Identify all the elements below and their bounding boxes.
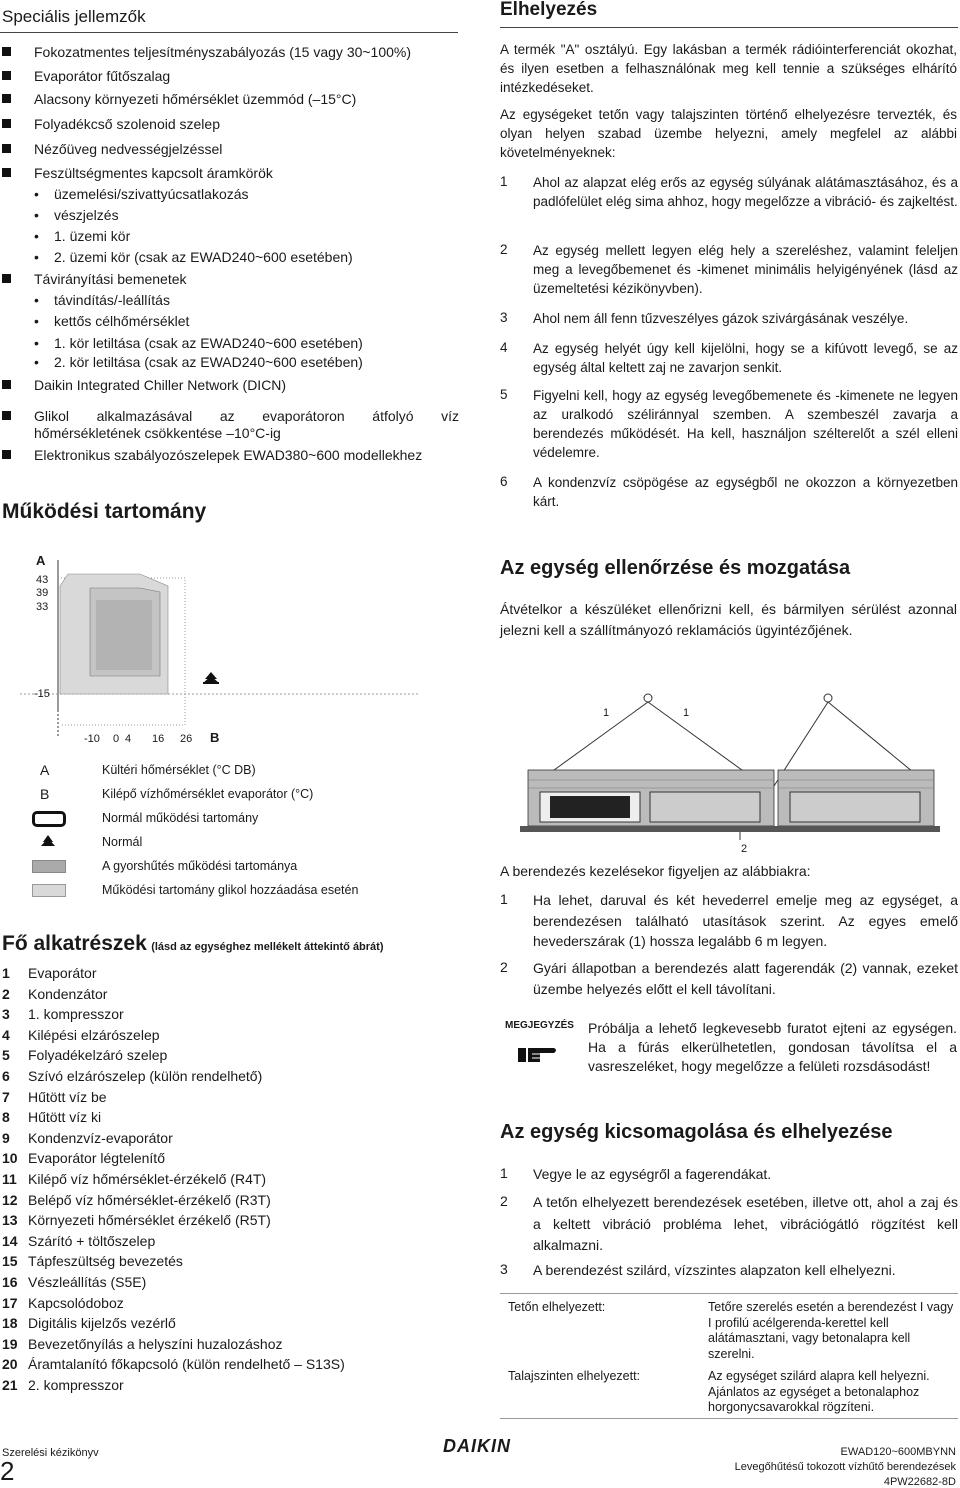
part-name: Szívó elzárószelep (külön rendelhető) (28, 1068, 263, 1084)
square-bullet-icon (2, 144, 11, 153)
elektronikus-text: Elektronikus szabályozószelepek EWAD380~600 modellekhez (34, 447, 423, 463)
legend-text: Kültéri hőmérséklet (°C DB) (102, 763, 256, 777)
inspect-text: Átvételkor a készüléket ellenőrizni kell, és bármilyen sérülést azonnal jelezni kell a szállítmányozó reklamációs ügyintézőjének. (500, 601, 957, 638)
footer-model: EWAD120~600MBYNN (840, 1446, 956, 1458)
table-key: Tetőn elhelyezett: (508, 1300, 606, 1314)
part-number: 8 (2, 1109, 10, 1126)
feature-subtext: üzemelési/szivattyúcsatlakozás (54, 186, 249, 202)
part-name: Kondenzvíz-evaporátor (28, 1129, 173, 1146)
x-tick: 16 (152, 733, 165, 745)
square-bullet-icon (2, 94, 11, 103)
legend-lightgrey-box (32, 884, 66, 897)
item-text: A kondenzvíz csöpögése az egységből ne okozzon a környezetben kárt. (533, 475, 958, 509)
part-item (2, 1274, 146, 1290)
part-number: 5 (2, 1047, 10, 1064)
range-title: Működési tartomány (2, 500, 207, 523)
square-bullet-icon (2, 47, 11, 56)
part-item (2, 1027, 160, 1043)
item-text: Figyelni kell, hogy az egység levegőbemenete és -kimenete ne legyen az uralkodó széliránnyal szemben. A szembeszél zavarja a berendezés működését. Ha kell, használjon szélterelőt a szél elleni védelemre. (533, 388, 958, 460)
part-name: Evaporátor (28, 965, 97, 981)
axis-a-label: A (36, 553, 46, 568)
part-item (2, 1336, 282, 1352)
pointing-hand-icon (516, 1040, 560, 1066)
figure-label: 1 (603, 707, 610, 719)
y-tick: -15 (34, 688, 50, 700)
bullet-icon: • (34, 354, 39, 370)
part-name: 1. kompresszor (28, 1006, 124, 1023)
feature-text: Nézőüveg nedvességjelzéssel (34, 141, 223, 157)
part-item (2, 1377, 124, 1393)
footer-manual-label: Szerelési kézikönyv (2, 1447, 99, 1459)
table-value: Tetőre szerelés esetén a berendezést I vagy I profilú acélgerenda-kerettel kell alátámasztani, vagy betonalapra kell szerelni. (708, 1300, 954, 1361)
feature-subtext: 2. kör letiltása (csak az EWAD240~600 esetében) (54, 354, 363, 370)
part-item (2, 1212, 271, 1228)
part-name: Környezeti hőmérséklet érzékelő (R5T) (28, 1212, 271, 1229)
feature-text: Távirányítási bemenetek (34, 271, 187, 287)
part-number: 20 (2, 1356, 18, 1373)
part-name: Belépő víz hőmérséklet-érzékelő (R3T) (28, 1191, 271, 1208)
part-item (2, 1253, 183, 1269)
x-tick: 26 (180, 733, 193, 745)
item-number: 2 (500, 1193, 508, 1209)
handle-intro: A berendezés kezelésekor figyeljen az alábbiakra: (500, 863, 811, 879)
feature-subtext: vészjelzés (54, 207, 119, 223)
part-item (2, 1295, 124, 1311)
part-name: Kilépési elzárószelep (28, 1026, 160, 1043)
part-item (2, 1150, 165, 1166)
part-name: Kilépő víz hőmérséklet-érzékelő (R4T) (28, 1171, 267, 1187)
footer-code: 4PW22682-8D (883, 1476, 956, 1488)
part-number: 3 (2, 1006, 10, 1023)
axis-b-label: B (210, 730, 220, 745)
part-name: Szárító + töltőszelep (28, 1232, 156, 1249)
legend-text: Normál (102, 835, 143, 849)
item-text: Vegye le az egységről a fagerendákat. (533, 1166, 772, 1182)
item-number: 2 (500, 959, 508, 975)
part-number: 12 (2, 1191, 18, 1208)
part-name: Áramtalanító főkapcsoló (külön rendelhető – S13S) (28, 1356, 345, 1373)
square-bullet-icon (2, 119, 11, 128)
feature-text: Evaporátor fűtőszalag (34, 68, 171, 84)
part-number: 2 (2, 985, 10, 1002)
part-number: 10 (2, 1150, 18, 1167)
part-name: Tápfeszültség bevezetés (28, 1253, 183, 1270)
item-number: 5 (500, 387, 508, 402)
part-name: Evaporátor légtelenítő (28, 1150, 165, 1167)
note-label: MEGJEGYZÉS (505, 1020, 574, 1031)
bullet-icon: • (34, 228, 39, 244)
item-number: 4 (500, 340, 508, 355)
part-number: 7 (2, 1088, 10, 1105)
part-name: Vészleállítás (S5E) (28, 1274, 147, 1290)
part-item (2, 1109, 101, 1125)
bullet-icon: • (34, 249, 39, 265)
part-name: Folyadékelzáró szelep (28, 1047, 168, 1064)
parts-subtitle: (lásd az egységhez mellékelt áttekintő ábrát) (151, 941, 384, 953)
part-item (2, 1356, 345, 1372)
pack-title: Az egység kicsomagolása és elhelyezése (500, 1121, 893, 1143)
bullet-icon: • (34, 207, 39, 223)
item-text: Az egység helyét úgy kell kijelölni, hogy se a kifúvott levegő, se az egység által keltett zaj ne zavarjon senkit. (533, 341, 958, 375)
item-text: Ahol nem áll fenn tűzveszélyes gázok szivárgásának veszélye. (533, 311, 909, 326)
item-text: A berendezést szilárd, vízszintes alapzaton kell elhelyezni. (533, 1262, 896, 1278)
bullet-icon: • (34, 313, 39, 329)
part-name: Hűtött víz ki (28, 1109, 102, 1126)
part-number: 17 (2, 1294, 18, 1311)
part-number: 9 (2, 1129, 10, 1146)
intro-paragraph-2: Az egységeket tetőn vagy talajszinten történő elhelyezésre tervezték, és olyan helyen szabad üzembe helyezni, amely megfelel az alábbi követelményeknek: (500, 107, 957, 160)
part-number: 15 (2, 1253, 18, 1270)
item-number: 6 (500, 474, 508, 489)
square-bullet-icon (2, 274, 11, 283)
part-item (2, 1192, 271, 1208)
x-tick: -10 (84, 733, 100, 745)
item-text: Ha lehet, daruval és két hevederrel emelje meg az egységet, a berendezésen található utasítások szerint. Az egyes emelő hevederszárak (1) hossza legalább 6 m legyen. (533, 892, 958, 949)
glikol-line-2: hőmérsékletének csökkentése –10°C-ig (34, 425, 281, 441)
part-item (2, 1068, 262, 1084)
section-rule (0, 32, 458, 33)
y-tick: 33 (36, 601, 49, 613)
part-item (2, 986, 107, 1002)
part-number: 16 (2, 1274, 18, 1290)
feature-subtext: távindítás/-leállítás (54, 292, 170, 308)
item-text: Gyári állapotban a berendezés alatt fagerendák (2) vannak, ezeket üzembe helyezés előtt el kell távolítani. (533, 960, 958, 997)
feature-subtext: kettős célhőmérséklet (54, 313, 190, 329)
item-number: 1 (500, 174, 508, 189)
figure-label: 2 (741, 843, 748, 855)
part-name: Hűtött víz be (28, 1088, 107, 1105)
part-number: 11 (2, 1171, 17, 1187)
figure-label: 1 (683, 707, 690, 719)
legend-text: A gyorshűtés működési tartománya (102, 859, 298, 873)
legend-key-b: B (40, 786, 50, 802)
features-title: Speciális jellemzők (2, 7, 146, 26)
parts-title: Fő alkatrészek (2, 932, 147, 955)
square-bullet-icon (2, 71, 11, 80)
daikin-logo: DAIKIN (443, 1436, 511, 1456)
part-item (2, 1130, 173, 1146)
item-text: A tetőn elhelyezett berendezések esetében, illetve ott, ahol a zaj és a keltett vibráció probléma lehet, vibrációgátló rögzítést kell alkalmazni. (533, 1194, 958, 1253)
x-tick: 4 (125, 733, 132, 745)
part-number: 21 (2, 1377, 18, 1393)
x-tick: 0 (113, 733, 120, 745)
feature-text: Folyadékcső szolenoid szelep (34, 116, 220, 132)
legend-text: Normál működési tartomány (102, 811, 259, 825)
section-rule (500, 27, 958, 28)
bullet-icon: • (34, 292, 39, 308)
inspect-title: Az egység ellenőrzése és mozgatása (500, 557, 851, 579)
part-item (2, 1089, 107, 1105)
item-number: 1 (500, 1165, 508, 1181)
bullet-icon: • (34, 335, 39, 351)
part-name: Kapcsolódoboz (28, 1294, 124, 1311)
operating-range-chart (0, 548, 460, 748)
placement-title: Elhelyezés (500, 0, 598, 20)
part-number: 4 (2, 1026, 10, 1043)
legend-key-a: A (40, 762, 50, 778)
legend-text: Kilépő vízhőmérséklet evaporátor (°C) (102, 787, 314, 801)
square-bullet-icon (2, 168, 11, 177)
intro-paragraph-1: A termék "A" osztályú. Egy lakásban a termék rádióinterferenciát okozhat, és ilyen esetben a felhasználónak meg kell tennie a szükséges elhárító intézkedéseket. (500, 42, 957, 95)
square-bullet-icon (2, 380, 11, 389)
part-item (2, 1006, 124, 1022)
part-number: 18 (2, 1315, 18, 1332)
part-name: Bevezetőnyílás a helyszíni huzalozáshoz (28, 1335, 283, 1352)
feature-subtext: 1. üzemi kör (54, 228, 131, 244)
part-name: Digitális kijelzős vezérlő (28, 1315, 176, 1332)
lifting-illustration (510, 692, 950, 852)
y-tick: 43 (36, 574, 49, 586)
part-name: Kondenzátor (28, 985, 108, 1002)
feature-text: Alacsony környezeti hőmérséklet üzemmód (–15°C) (34, 91, 357, 107)
part-name: 2. kompresszor (28, 1377, 124, 1393)
note-text: Próbálja a lehető legkevesebb furatot ejteni az egységen. Ha a fúrás elkerülhetetlen, gondosan távolítsa el a vasreszeléket, hogy megelőzze a felületi rozsdásodást! (588, 1020, 957, 1074)
footer-desc: Levegőhűtésű tokozott vízhűtő berendezések (734, 1461, 956, 1473)
legend-text: Működési tartomány glikol hozzáadása esetén (102, 883, 359, 897)
part-item (2, 1233, 155, 1249)
square-bullet-icon (2, 411, 11, 420)
y-tick: 39 (36, 587, 49, 599)
item-text: Az egység mellett legyen elég hely a szereléshez, valamint feleljen meg a levegőbemenet és -kimenet minimális helyigényének (lásd az üzemeltetési kézikönyvben). (533, 243, 958, 296)
glikol-line-1: Glikol alkalmazásával az evaporátoron átfolyó víz (34, 408, 459, 424)
feature-subtext: 2. üzemi kör (csak az EWAD240~600 esetében) (54, 249, 353, 265)
feature-text: Daikin Integrated Chiller Network (DICN) (34, 377, 287, 393)
feature-subtext: 1. kör letiltása (csak az EWAD240~600 esetében) (54, 335, 363, 351)
table-key: Talajszinten elhelyezett: (508, 1369, 641, 1383)
part-item (2, 1171, 266, 1187)
item-number: 3 (500, 1261, 508, 1277)
normal-icon (40, 834, 56, 848)
part-item (2, 1315, 176, 1331)
part-item (2, 1047, 167, 1063)
item-number: 3 (500, 310, 508, 325)
table-rule (500, 1418, 958, 1419)
table-value: Az egységet szilárd alapra kell helyezni. Ajánlatos az egységet a betonalaphoz horgonycsavarokkal rögzíteni. (708, 1369, 930, 1414)
square-bullet-icon (2, 450, 11, 459)
part-number: 19 (2, 1335, 18, 1352)
part-number: 1 (2, 965, 10, 981)
table-rule (500, 1293, 958, 1294)
feature-text: Fokozatmentes teljesítményszabályozás (15 vagy 30~100%) (34, 44, 412, 60)
page-number: 2 (0, 1456, 15, 1486)
item-number: 2 (500, 242, 508, 257)
item-text: Ahol az alapzat elég erős az egység súlyának alátámasztásához, és a padlófelület elég sima ahhoz, hogy megelőzze a vibráció- és zajkeltést. (533, 175, 958, 209)
part-number: 14 (2, 1232, 18, 1249)
item-number: 1 (500, 891, 508, 907)
part-number: 13 (2, 1212, 18, 1229)
legend-grey-box (32, 860, 66, 873)
feature-text: Feszültségmentes kapcsolt áramkörök (34, 165, 273, 181)
bullet-icon: • (34, 186, 39, 202)
legend-normal-box (32, 811, 66, 827)
part-number: 6 (2, 1068, 10, 1084)
parts-heading (2, 932, 384, 956)
part-item (2, 965, 96, 981)
